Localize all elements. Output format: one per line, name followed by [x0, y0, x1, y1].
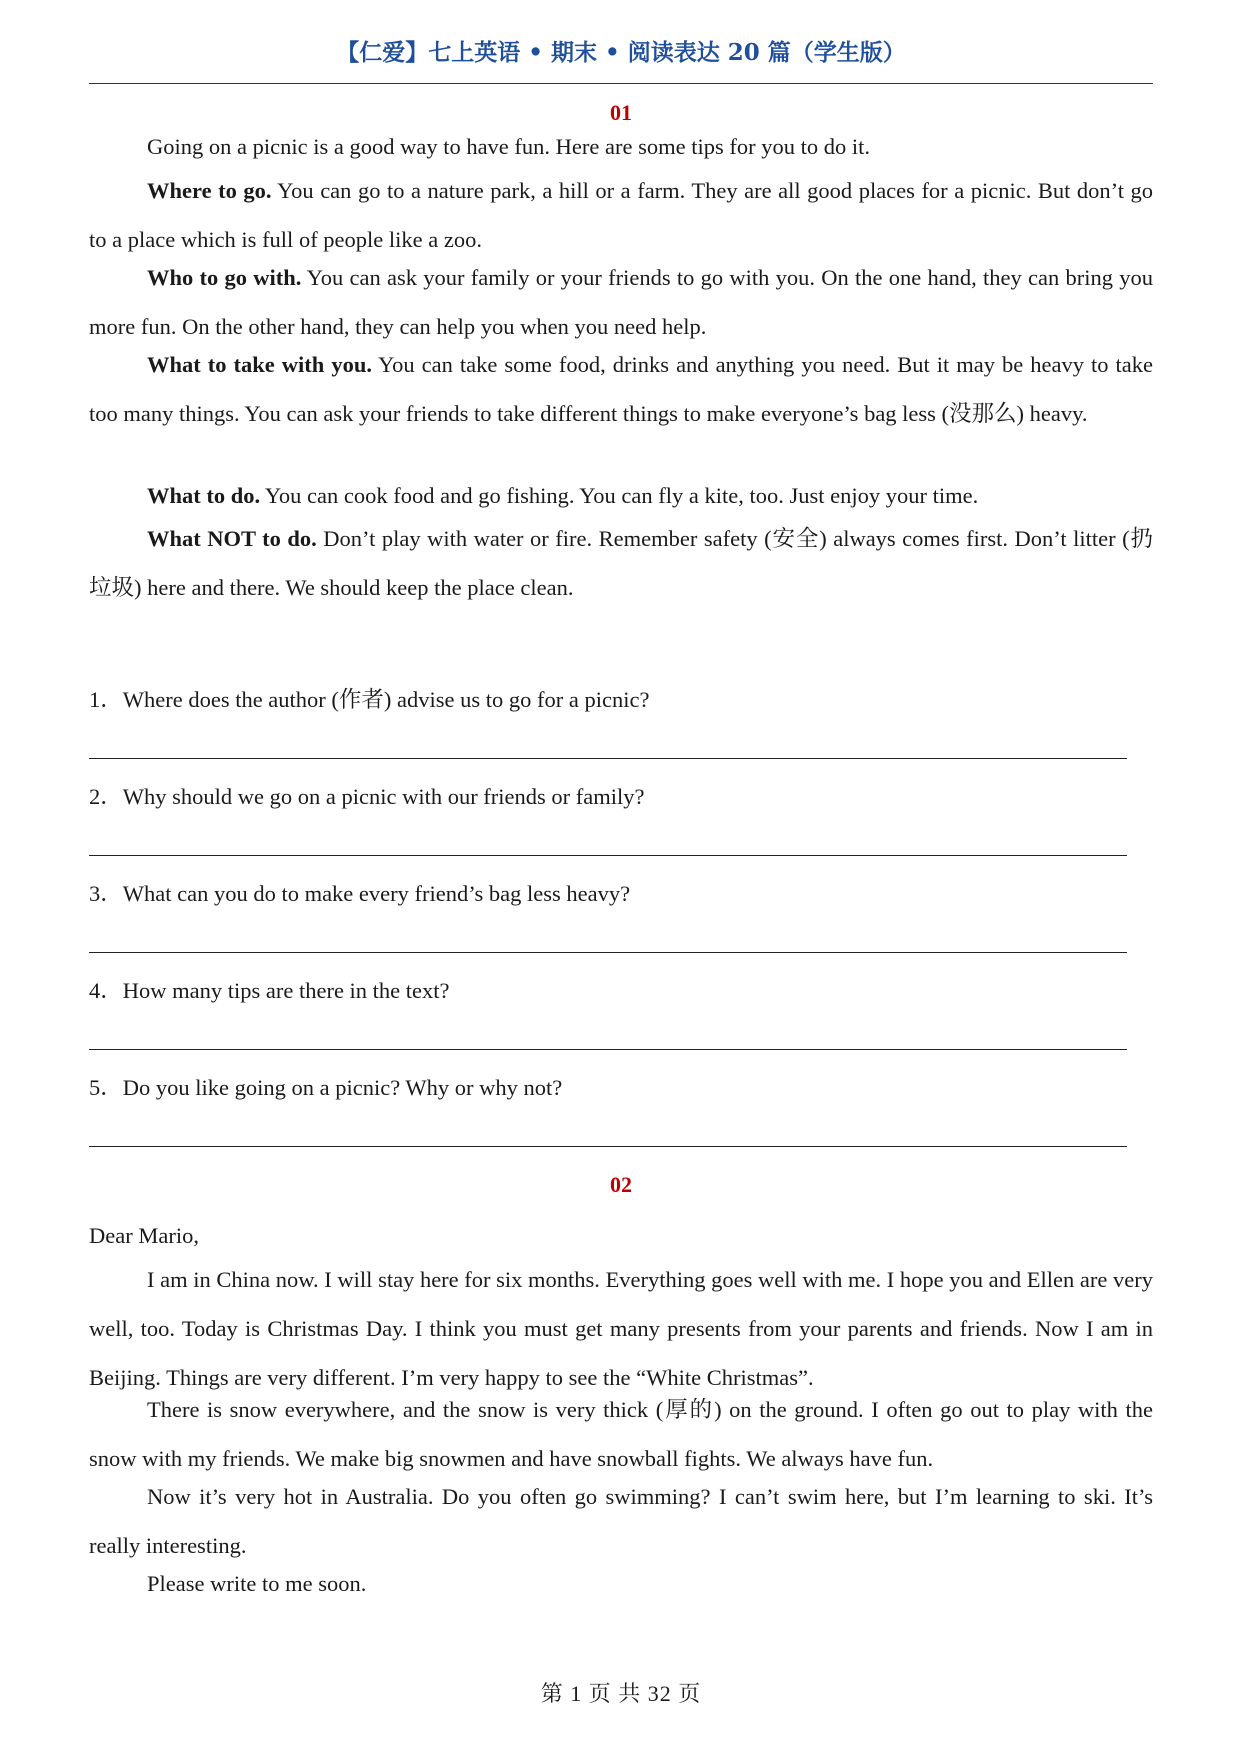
tip-text: Don’t play with water or fire. Remember safety (安全) always comes first. Don’t litter (扔垃圾) here and there. We should keep the place clean.: [89, 526, 1153, 600]
page-header-title: 【仁爱】七上英语 • 期末 • 阅读表达 20 篇（学生版）: [336, 39, 906, 66]
tip-paragraph: [89, 471, 1153, 520]
intro-paragraph: Going on a picnic is a good way to have fun. Here are some tips for you to do it.: [147, 134, 870, 159]
question-1: 1．Where does the author (作者) advise us to go for a picnic?: [89, 687, 650, 712]
letter-paragraph: Please write to me soon.: [147, 1571, 367, 1596]
tip-text: You can ask your family or your friends to go with you. On the one hand, they can bring you more fun. On the other hand, they can help you when you need help.: [89, 265, 1153, 339]
letter-paragraph: There is snow everywhere, and the snow is very thick (厚的) on the ground. I often go out to play with the snow with my friends. We make big snowmen and have snowball fights. We always have fun.: [89, 1397, 1153, 1471]
question-4: 4．How many tips are there in the text?: [89, 978, 450, 1003]
answer-line-4[interactable]: [89, 1049, 1127, 1050]
section-number: 01: [610, 100, 632, 125]
question-3: 3．What can you do to make every friend’s bag less heavy?: [89, 881, 631, 906]
tip-heading: What to do.: [147, 483, 261, 508]
tip-paragraph: [89, 253, 1153, 351]
tip-heading: Where to go.: [147, 178, 272, 203]
answer-line-3[interactable]: [89, 952, 1127, 953]
section-number: 02: [610, 1172, 632, 1197]
letter-paragraph: Now it’s very hot in Australia. Do you often go swimming? I can’t swim here, but I’m learning to ski. It’s really interesting.: [89, 1484, 1153, 1558]
answer-line-1[interactable]: [89, 758, 1127, 759]
tip-text: You can cook food and go fishing. You can fly a kite, too. Just enjoy your time.: [260, 483, 979, 508]
tip-heading: What to take with you.: [147, 352, 372, 377]
question-5: 5．Do you like going on a picnic? Why or why not?: [89, 1075, 563, 1100]
tip-text: You can go to a nature park, a hill or a farm. They are all good places for a picnic. But don’t go to a place which is full of people like a zoo.: [89, 178, 1153, 252]
page-footer: 第 1 页 共 32 页: [540, 1681, 702, 1706]
tip-paragraph: [89, 514, 1153, 612]
header-divider: [89, 83, 1153, 84]
tip-paragraph: [89, 340, 1153, 438]
letter-greeting: Dear Mario,: [89, 1223, 199, 1248]
answer-line-2[interactable]: [89, 855, 1127, 856]
tip-paragraph: [89, 166, 1153, 264]
tip-heading: What NOT to do.: [147, 526, 317, 551]
question-2: 2．Why should we go on a picnic with our friends or family?: [89, 784, 645, 809]
tip-heading: Who to go with.: [147, 265, 302, 290]
tip-text: You can take some food, drinks and anything you need. But it may be heavy to take too many things. You can ask your friends to take different things to make everyone’s bag less (没那么) heavy.: [89, 352, 1154, 426]
letter-paragraph: I am in China now. I will stay here for six months. Everything goes well with me. I hope you and Ellen are very well, too. Today is Christmas Day. I think you must get many presents from your parents and friends. Now I am in Beijing. Things are very different. I’m very happy to see the “White Christmas”.: [89, 1267, 1153, 1390]
answer-line-5[interactable]: [89, 1146, 1127, 1147]
